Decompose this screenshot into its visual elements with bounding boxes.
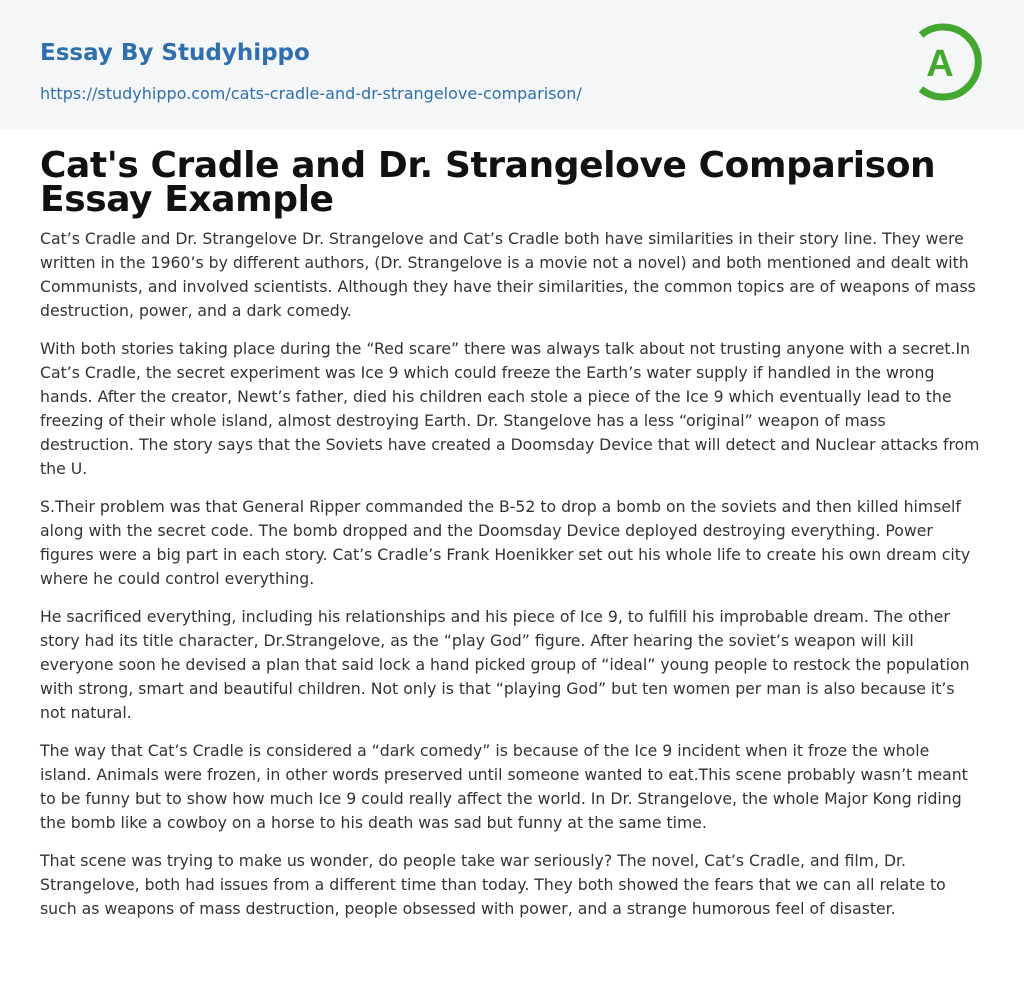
site-brand: Essay By Studyhippo: [40, 40, 310, 66]
essay-paragraph: With both stories taking place during the “Red scare” there was always talk about not trusting anyone with a secret.In Cat’s Cradle, the secret experiment was Ice 9 which could freeze the Earth’s water supply if handled in the wrong hands. After the creator, Newt’s father, died his children each stole a piece of the Ice 9 which eventually lead to the freezing of their whole island, almost destroying Earth. Dr. Stangelove has a less “original” weapon of mass destruction. The story says that the Soviets have created a Doomsday Device that will detect and Nuclear attacks from the U.: [40, 339, 980, 478]
essay-url-link[interactable]: https://studyhippo.com/cats-cradle-and-dr-strangelove-comparison/: [40, 84, 582, 103]
essay-paragraph: S.Their problem was that General Ripper commanded the B-52 to drop a bomb on the soviets and then killed himself along with the secret code. The bomb dropped and the Doomsday Device deployed destroying everything. Power figures were a big part in each story. Cat’s Cradle’s Frank Hoenikker set out his whole life to create his own dream city where he could control everything.: [40, 497, 971, 588]
essay-paragraph: He sacrificed everything, including his relationships and his piece of Ice 9, to fulfill his improbable dream. The other story had its title character, Dr.Strangelove, as the “play God” figure. After hearing the soviet’s weapon will kill everyone soon he devised a plan that said lock a hand picked group of “ideal” young people to restock the population with strong, smart and beautiful children. Not only is that “playing God” but ten women per man is also because it’s not natural.: [40, 607, 970, 722]
studyhippo-logo-icon[interactable]: [912, 19, 986, 105]
essay-paragraph: The way that Cat’s Cradle is considered a “dark comedy” is because of the Ice 9 incident when it froze the whole island. Animals were frozen, in other words preserved until someone wanted to eat.This scene probably wasn’t meant to be funny but to show how much Ice 9 could really affect the world. In Dr. Strangelove, the whole Major Kong riding the bomb like a cowboy on a horse to his death was sad but funny at the same time.: [40, 741, 968, 832]
logo-letter: A: [926, 43, 954, 85]
essay-paragraph: That scene was trying to make us wonder, do people take war seriously? The novel, Cat’s Cradle, and film, Dr. Strangelove, both had issues from a different time than today. They both showed the fears that we can all relate to such as weapons of mass destruction, people obsessed with power, and a strange humorous feel of disaster.: [40, 851, 946, 918]
essay-content: [0, 145, 1024, 921]
essay-paragraph: Cat’s Cradle and Dr. Strangelove Dr. Strangelove and Cat’s Cradle both have similarities in their story line. They were written in the 1960’s by different authors, (Dr. Strangelove is a movie not a novel) and both mentioned and dealt with Communists, and involved scientists. Although they have their similarities, the common topics are of weapons of mass destruction, power, and a dark comedy.: [40, 229, 976, 320]
page-header: [0, 0, 1024, 129]
essay-title: Cat's Cradle and Dr. Strangelove Comparison Essay Example: [40, 145, 936, 220]
